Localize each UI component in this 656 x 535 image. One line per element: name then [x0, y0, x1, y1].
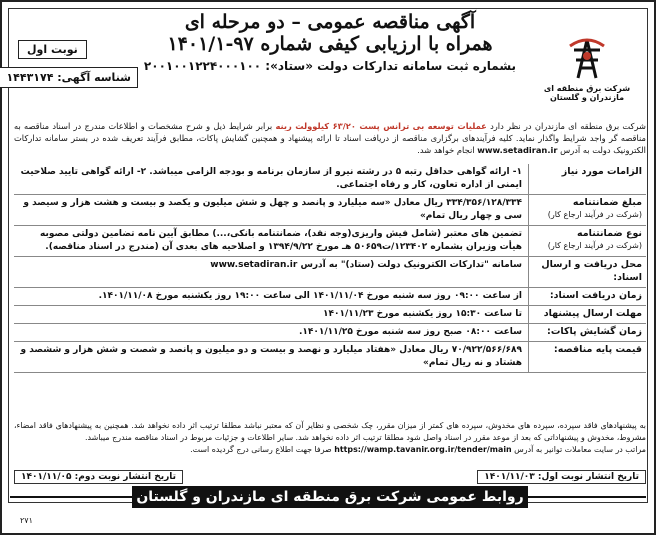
badges [6, 38, 138, 88]
row-label: محل دریافت و ارسال اسناد: [528, 257, 646, 287]
row-label: مبلغ ضمانتنامه (شرکت در فرآیند ارجاع کار) [528, 195, 646, 225]
conditions-table [14, 164, 646, 373]
table-row [14, 324, 646, 342]
second-publication-date: تاریخ انتشار نوبت دوم: ۱۴۰۱/۱۱/۰۵ [14, 470, 183, 484]
row-value: سامانه "تدارکات الکترونیک دولت (ستاد)" به آدرس www.setadiran.ir [210, 260, 522, 271]
setad-registration: بشماره ثبت سامانه تدارکات دولت «ستاد»: ۲۰۰۱۰۰۱۲۲۴۰۰۰۱۰۰ [143, 58, 517, 73]
table-row [14, 164, 646, 195]
notes-line2: مراتب در سایت معاملات توانیر به آدرس https://wamp.tavanir.org.ir/tender/main صرفا جهت اطلاع رسانی درج گردیده است. [190, 444, 646, 454]
table-row [14, 288, 646, 306]
table-row [14, 226, 646, 257]
notes [14, 420, 646, 456]
row-value: ۳۳۴/۳۵۶/۱۲۸/۳۳۴ ریال معادل «سه میلیارد و پانصد و چهل و شش میلیون و یکصد و بیست و هشت هزار و سیصد و سی و چهار ریال تمام» [23, 198, 522, 222]
ad-code: ۲۷۱ [20, 516, 33, 525]
table-row [14, 306, 646, 324]
intro-paragraph [14, 120, 646, 156]
setad-link[interactable]: www.setadiran.ir [477, 145, 558, 156]
title-block [140, 12, 520, 73]
notes-line1: به پیشنهادهای فاقد سپرده، سپرده های مخدوش، سپرده های کمتر از میزان مقرر، چک شخصی و نظایر آن که معتبر نباشد مطلقا ترتیب اثر داده نخواهد شد. همچنین به پیشنهادهای فاقد امضاء، مشروط، مخدوش و پیشنهاداتی که بعد از موعد مقرر در اسناد واصل شود مطلقا ترتیب اثر داده نخواهد شد. سایر اطلاعات و جزئیات مربوط در اسناد مناقصه مندرج میباشد. [14, 421, 646, 442]
row-value: تضمین های معتبر (شامل فیش واریزی(وجه نقد)، ضمانتنامه بانکی،...) مطابق آیین نامه تضامین دولتی مصوبه هیأت وزیران بشماره ۱۲۳۴۰۲/ت۵۰۶۵۹ هـ مورخ ۱۳۹۴/۹/۲۲ و اصلاحیه های بعدی آن (مندرج در اسناد مناقصه). [40, 229, 522, 253]
row-value: تا ساعت ۱۵:۳۰ روز یکشنبه مورخ ۱۴۰۱/۱۱/۲۳ [323, 308, 522, 319]
publication-dates [14, 470, 646, 486]
intro-part3: انجام خواهد شد. [417, 145, 475, 156]
row-value: ۷۰/۹۲۲/۵۶۶/۶۸۹ ریال معادل «هفتاد میلیارد و نهصد و بیست و دو میلیون و پانصد و شصت و شش هزار و ششصد و هشتاد و نه ریال تمام» [20, 345, 522, 369]
round-badge: نوبت اول [18, 40, 87, 59]
tavanir-link[interactable]: https://wamp.tavanir.org.ir/tender/main [334, 444, 512, 454]
ad-header [6, 10, 650, 120]
power-tower-icon [564, 36, 610, 82]
row-value: از ساعت ۰۹:۰۰ روز سه شنبه مورخ ۱۴۰۱/۱۱/۰۴ الی ساعت ۱۹:۰۰ روز یکشنبه مورخ ۱۴۰۱/۱۱/۰۸. [98, 290, 522, 301]
ad-subtitle: همراه با ارزیابی کیفی شماره ۹۷-۱۴۰۱/۱ [167, 32, 493, 55]
row-label: قیمت پایه مناقصه: [528, 342, 646, 372]
table-row [14, 342, 646, 373]
footer-banner: روابط عمومی شرکت برق منطقه ای مازندران و گلستان [132, 486, 528, 508]
row-label: زمان دریافت اسناد: [528, 288, 646, 305]
row-value: ۱- ارائه گواهی حداقل رتبه ۵ در رشته نیرو از سازمان برنامه و بودجه الزامی میباشد. ۲- ارائه گواهی تایید صلاحیت ایمنی از اداره تعاون، کار و رفاه اجتماعی. [20, 167, 522, 191]
table-row [14, 195, 646, 226]
first-publication-date: تاریخ انتشار نوبت اول: ۱۴۰۱/۱۱/۰۳ [477, 470, 646, 484]
row-label: مهلت ارسال پیشنهاد [528, 306, 646, 323]
intro-part1: شرکت برق منطقه ای مازندران در نظر دارد [490, 121, 647, 131]
row-label: الزامات مورد نیاز [528, 164, 646, 194]
company-logo [532, 36, 642, 116]
row-label: زمان گشایش پاکات: [528, 324, 646, 341]
ad-id-badge: شناسه آگهی: ۱۴۴۳۱۷۴ [0, 67, 138, 88]
ad-title: آگهی مناقصه عمومی – دو مرحله ای [184, 11, 476, 33]
row-value: ساعت ۰۸:۰۰ صبح روز سه شنبه مورخ ۱۴۰۱/۱۱/۲۵. [298, 327, 522, 337]
org-name: شرکت برق منطقه ای مازندران و گلستان [543, 84, 631, 102]
project-name: عملیات توسعه بی ترانس پست ۶۳/۲۰ کیلوولت رینه [275, 121, 487, 131]
intro-part2: برابر شرایط ذیل و شرح مشخصات و اطلاعات مندرج در اسناد مناقصه به مناقصه گر واجد شرایط واگذار نماید. کلیه فرآیندهای برگزاری مناقصه از دریافت اسناد تا ارائه پیشنهاد و همچنین گشایش پاکات، مطابق فرآیند تعریف شده در بستر سامانه تدارکات الکترونیک دولت به آدرس [14, 121, 646, 156]
row-label: نوع ضمانتنامه (شرکت در فرآیند ارجاع کار) [528, 226, 646, 256]
table-row [14, 257, 646, 288]
